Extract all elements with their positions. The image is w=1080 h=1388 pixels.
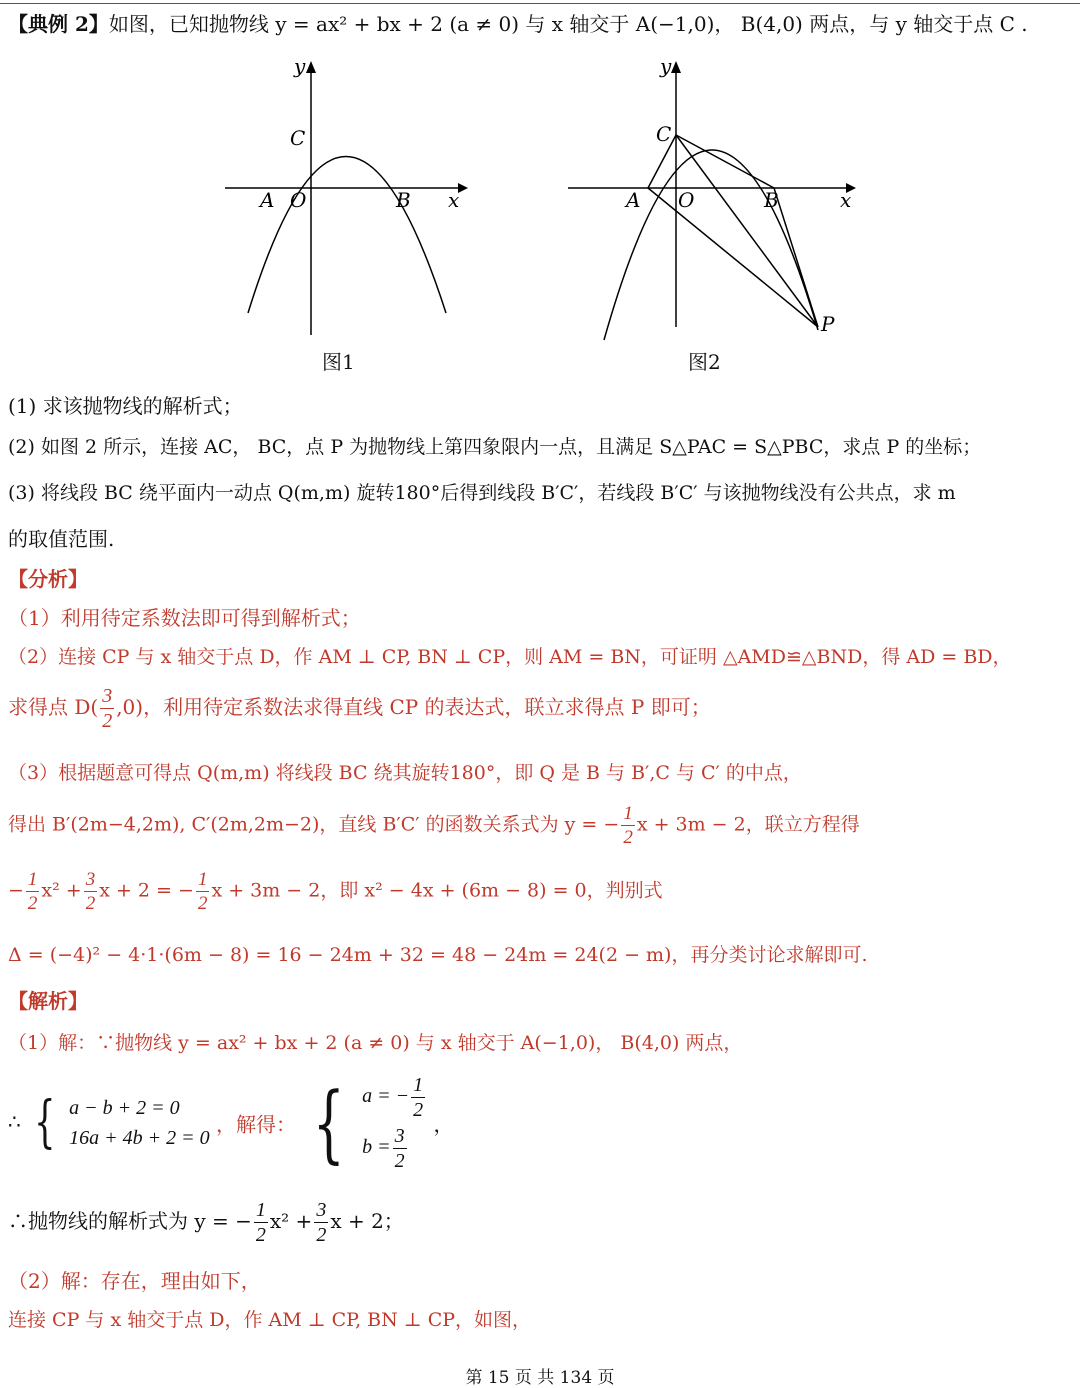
analysis-2-post: ,0)，利用待定系数法求得直线 CP 的表达式，联立求得点 P 即可； [116, 695, 711, 719]
solution-values: a = − $\frac{1}{2}$ b = $\frac{3}{2}$ [362, 1074, 424, 1172]
top-rule [0, 3, 1080, 4]
figure-1 [210, 55, 480, 345]
fig2-label-a: A [626, 188, 641, 212]
analysis-3-pre: 得出 B′(2m−4,2m), C′(2m,2m−2)，直线 B′C′ 的函数关系式为 y = − [8, 813, 620, 836]
fig1-label-y: y [294, 55, 306, 78]
fig2-label-c: C [656, 122, 672, 146]
fraction-3-2: $\frac{3}{2}$ [102, 685, 113, 732]
therefore-symbol: ∴ [8, 1109, 21, 1134]
fig1-label-a: A [260, 188, 275, 212]
solution-1: （1）解：∵抛物线 y = ax² + bx + 2 (a ≠ 0) 与 x 轴交于 A(−1,0)， B(4,0) 两点， [8, 1032, 743, 1054]
fig2-label-y: y [660, 55, 672, 78]
figure-2 [560, 55, 870, 345]
fig2-label-p: P [821, 312, 835, 336]
question-3-line-2: 的取值范围. [8, 527, 115, 551]
analysis-2-pre: 求得点 D( [8, 695, 99, 719]
page-footer: 第 15 页 共 134 页 [465, 1368, 615, 1388]
solution-heading: 【解析】 [8, 989, 88, 1013]
solution-2-line-2: 连接 CP 与 x 轴交于点 D，作 AM ⊥ CP, BN ⊥ CP，如图， [8, 1309, 532, 1331]
solved-text: ，解得： [215, 1112, 296, 1137]
fraction-3-2: $\frac{3}{2}$ [85, 869, 96, 914]
question-3-line-1: (3) 将线段 BC 绕平面内一动点 Q(m,m) 旋转180°后得到线段 B′C′，若线段 B′C′ 与该抛物线没有公共点，求 m [8, 482, 956, 504]
analysis-2-line-1: （2）连接 CP 与 x 轴交于点 D，作 AM ⊥ CP, BN ⊥ CP，则 AM = BN，可证明 △AMD≌△BND，得 AD = BD， [8, 646, 1012, 668]
fig1-label-o: O [290, 188, 307, 212]
analysis-3-line-4: Δ = (−4)² − 4·1·(6m − 8) = 16 − 24m + 32 = 48 − 24m = 24(2 − m)，再分类讨论求解即可. [8, 944, 868, 966]
analysis-1: （1）利用待定系数法即可得到解析式； [8, 606, 361, 630]
fraction-1-2: $\frac{1}{2}$ [197, 869, 208, 914]
analysis-3-line-2 [8, 804, 1072, 847]
fraction-1-2: $\frac{1}{2}$ [255, 1199, 266, 1246]
equation-system-line: ∴ { a − b + 2 = 0 16a + 4b + 2 = 0 ，解得： { a = − $\frac{1}{2}$ b = $\frac{3}{2}$ ， [8, 1074, 454, 1172]
fig2-label-b: B [764, 188, 779, 212]
question-1: (1) 求该抛物线的解析式； [8, 394, 243, 418]
left-brace: { [34, 1090, 56, 1155]
analysis-heading: 【分析】 [8, 567, 88, 591]
fraction-3-2: $\frac{3}{2}$ [316, 1199, 327, 1246]
analysis-3-post: x + 3m − 2，联立方程得 [636, 813, 860, 836]
fraction-1-2: $\frac{1}{2}$ [27, 869, 38, 914]
analysis-2-line-2 [8, 686, 1072, 731]
question-2: (2) 如图 2 所示，连接 AC， BC，点 P 为抛物线上第四象限内一点，且满足 S△PAC = S△PBC，求点 P 的坐标； [8, 436, 982, 458]
analysis-3-line-3: − $\frac{1}{2}$ x² + $\frac{3}{2}$ x + 2 = − $\frac{1}{2}$ x + 3m − 2，即 x² − 4x + (6m − 8) = 0，判别式 [8, 869, 663, 914]
analysis-3-line-1: （3）根据题意可得点 Q(m,m) 将线段 BC 绕其旋转180°，即 Q 是 B 与 B′,C 与 C′ 的中点， [8, 762, 802, 784]
system-equations: a − b + 2 = 0 16a + 4b + 2 = 0 [69, 1097, 210, 1149]
parabola-result: ∴抛物线的解析式为 y = − $\frac{1}{2}$ x² + $\frac{3}{2}$ x + 2； [8, 1199, 404, 1246]
fig2-label-x: x [840, 188, 852, 212]
figure-1-caption: 图1 [322, 350, 355, 374]
problem-text: 如图，已知抛物线 y = ax² + bx + 2 (a ≠ 0) 与 x 轴交于 A(−1,0)， B(4,0) 两点，与 y 轴交于点 C . [108, 12, 1028, 36]
fig1-label-b: B [396, 188, 411, 212]
fraction-1-2: $\frac{1}{2}$ [623, 803, 633, 848]
figure-2-caption: 图2 [688, 350, 721, 374]
fraction-1-2: $\frac{1}{2}$ [413, 1074, 424, 1121]
solution-2: （2）解：存在，理由如下， [8, 1269, 261, 1293]
fraction-3-2: $\frac{3}{2}$ [394, 1125, 405, 1172]
left-brace-2: { [313, 1074, 346, 1172]
example-tag: 【典例 2】 [8, 12, 109, 36]
fig2-label-o: O [678, 188, 695, 212]
problem-statement [8, 8, 1072, 37]
fig1-label-c: C [290, 126, 306, 150]
fig1-label-x: x [448, 188, 460, 212]
